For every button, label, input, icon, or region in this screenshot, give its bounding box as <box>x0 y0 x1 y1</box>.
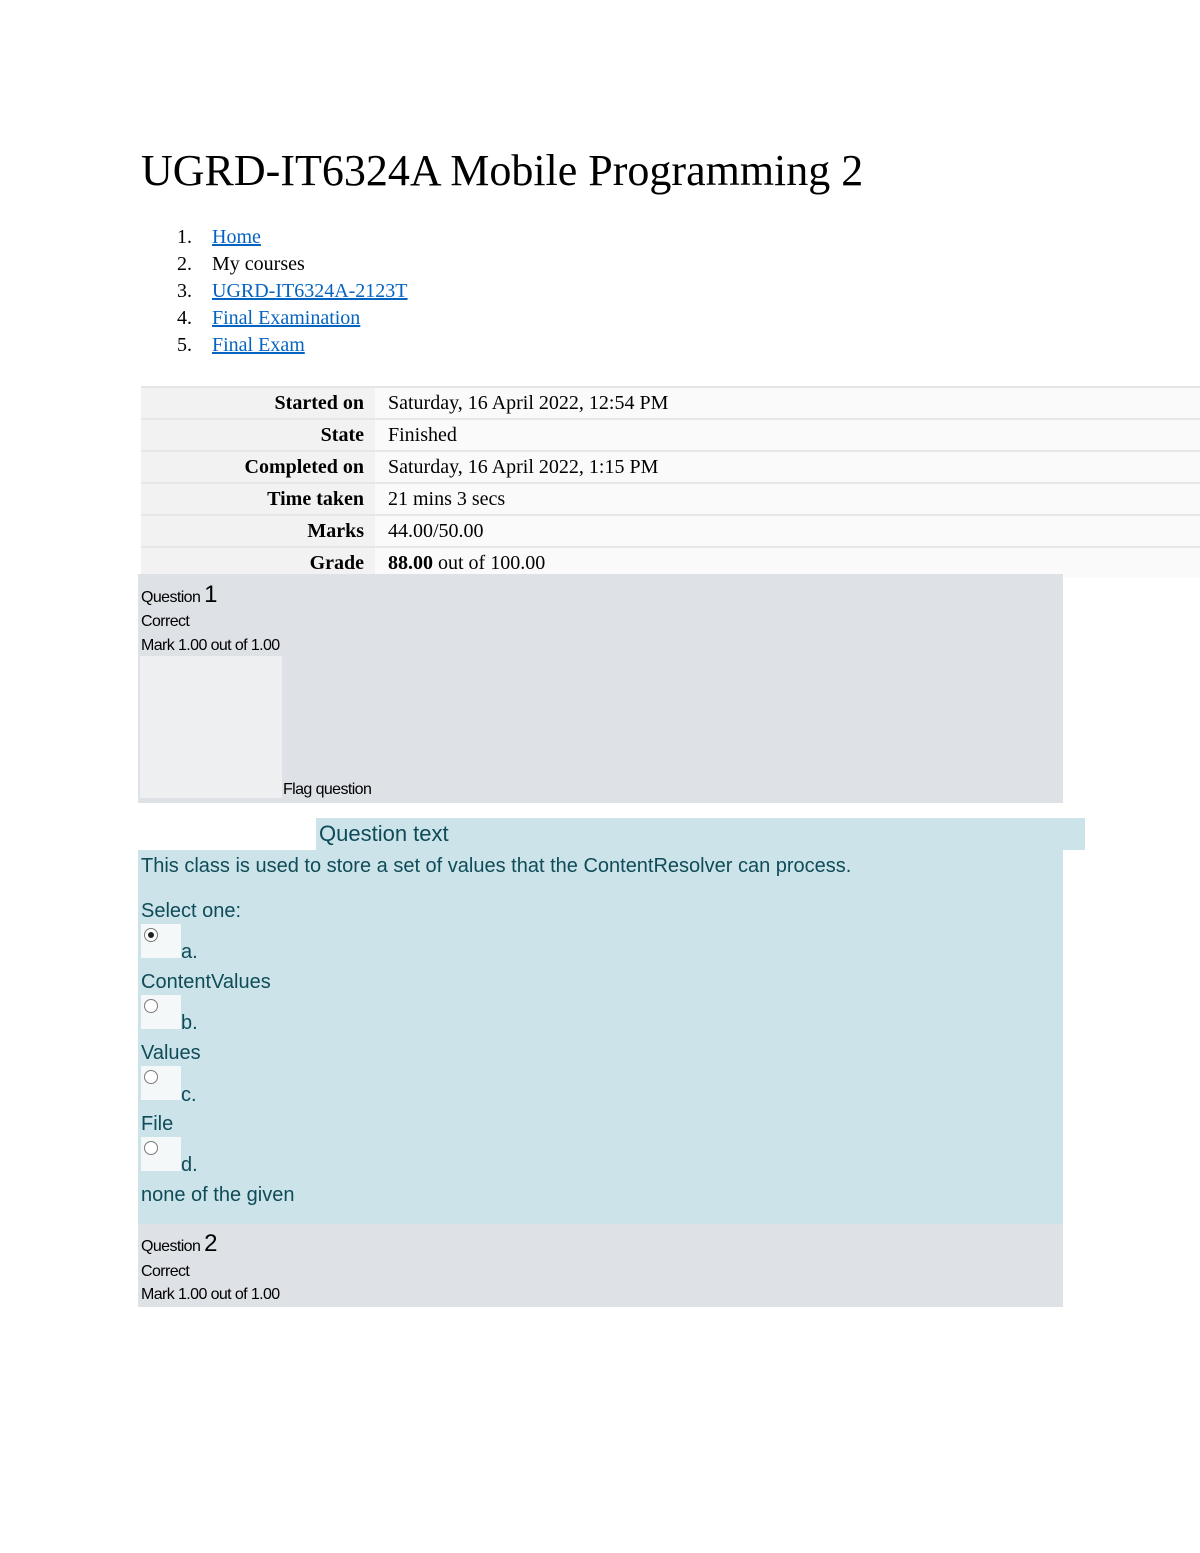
summary-row-marks <box>141 515 1200 547</box>
question-text-heading: Question text <box>316 818 1085 850</box>
question-number <box>141 581 218 609</box>
question-1-content <box>138 850 1063 1224</box>
breadcrumb <box>141 224 408 359</box>
breadcrumb-text-my-courses: My courses <box>212 253 305 275</box>
summary-row-completed-on <box>141 451 1200 483</box>
radio-icon[interactable] <box>144 1141 158 1155</box>
option-b-text: Values <box>141 1042 201 1064</box>
breadcrumb-item-my-courses <box>141 251 408 278</box>
summary-value: 44.00/50.00 <box>375 515 1200 547</box>
summary-label: Started on <box>141 387 375 419</box>
breadcrumb-number: 3. <box>177 280 192 302</box>
select-one-label: Select one: <box>141 900 242 922</box>
attempt-summary-table <box>141 386 1200 578</box>
radio-icon[interactable] <box>144 999 158 1013</box>
summary-label: Marks <box>141 515 375 547</box>
question-2-info <box>138 1224 1063 1307</box>
breadcrumb-item-final-exam[interactable] <box>141 332 408 359</box>
flag-icon[interactable] <box>140 656 282 798</box>
summary-value: 21 mins 3 secs <box>375 483 1200 515</box>
option-letter: a. <box>181 941 198 963</box>
option-c-text: File <box>141 1113 174 1135</box>
breadcrumb-link-final-examination[interactable]: Final Examination <box>212 307 361 329</box>
page-title: UGRD-IT6324A Mobile Programming 2 <box>141 146 864 195</box>
question-number-value: 1 <box>204 581 218 608</box>
summary-label: Time taken <box>141 483 375 515</box>
breadcrumb-number: 2. <box>177 253 192 275</box>
question-mark: Mark 1.00 out of 1.00 <box>141 637 280 654</box>
question-status: Correct <box>141 1263 190 1280</box>
option-letter: b. <box>181 1012 198 1034</box>
summary-label: Completed on <box>141 451 375 483</box>
flag-question-link[interactable]: Flag question <box>283 781 372 798</box>
question-number <box>141 1230 218 1258</box>
summary-value: Saturday, 16 April 2022, 1:15 PM <box>375 451 1200 483</box>
question-status: Correct <box>141 613 190 630</box>
question-prefix: Question <box>141 1238 205 1255</box>
question-mark: Mark 1.00 out of 1.00 <box>141 1286 280 1303</box>
summary-value: Finished <box>375 419 1200 451</box>
option-c-radio-area[interactable] <box>141 1066 181 1100</box>
breadcrumb-number: 5. <box>177 334 192 356</box>
option-d-radio-area[interactable] <box>141 1137 181 1171</box>
breadcrumb-link-final-exam[interactable]: Final Exam <box>212 334 305 356</box>
breadcrumb-number: 1. <box>177 226 192 248</box>
option-a-radio-area[interactable] <box>141 924 181 958</box>
grade-out-of: out of 100.00 <box>433 551 546 574</box>
summary-row-state <box>141 419 1200 451</box>
summary-label: Grade <box>141 547 375 578</box>
breadcrumb-number: 4. <box>177 307 192 329</box>
option-letter: d. <box>181 1154 198 1176</box>
summary-value: Saturday, 16 April 2022, 12:54 PM <box>375 387 1200 419</box>
option-b-radio-area[interactable] <box>141 995 181 1029</box>
option-d-text: none of the given <box>141 1184 295 1206</box>
breadcrumb-item-course[interactable] <box>141 278 408 305</box>
summary-row-time-taken <box>141 483 1200 515</box>
question-text: This class is used to store a set of values that the ContentResolver can process. <box>141 855 852 877</box>
breadcrumb-link-home[interactable]: Home <box>212 226 261 248</box>
summary-label: State <box>141 419 375 451</box>
breadcrumb-item-home[interactable] <box>141 224 408 251</box>
question-prefix: Question <box>141 589 205 606</box>
grade-score: 88.00 <box>388 551 433 574</box>
question-number-value: 2 <box>204 1230 218 1257</box>
breadcrumb-item-final-examination[interactable] <box>141 305 408 332</box>
option-letter: c. <box>181 1084 197 1106</box>
radio-icon-checked[interactable] <box>144 928 158 942</box>
radio-icon[interactable] <box>144 1070 158 1084</box>
summary-row-started-on <box>141 387 1200 419</box>
breadcrumb-link-course[interactable]: UGRD-IT6324A-2123T <box>212 280 408 302</box>
option-a-text: ContentValues <box>141 971 271 993</box>
